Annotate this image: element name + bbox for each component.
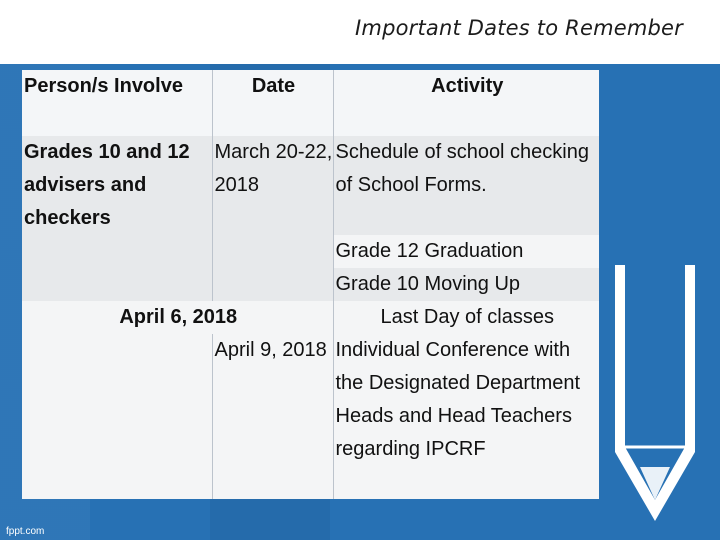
row1-date: March 20-22, 2018 bbox=[212, 136, 333, 235]
table-row bbox=[22, 268, 599, 301]
row1-person: Grades 10 and 12 advisers and checkers bbox=[22, 136, 212, 235]
row2-person bbox=[22, 235, 212, 268]
row4-date-span: April 6, 2018 bbox=[22, 301, 333, 334]
header-activity: Activity bbox=[333, 70, 599, 136]
row5-activity: Individual Conference with the Designated Department Heads and Head Teachers regarding IPCRF bbox=[333, 334, 599, 499]
table-row bbox=[22, 136, 599, 235]
table-row bbox=[22, 334, 599, 499]
row3-activity: Grade 10 Moving Up bbox=[333, 268, 599, 301]
slide-title: Important Dates to Remember bbox=[355, 16, 683, 40]
row2-activity: Grade 12 Graduation bbox=[333, 235, 599, 268]
row3-person bbox=[22, 268, 212, 301]
row4-activity: Last Day of classes bbox=[333, 301, 599, 334]
row5-date: April 9, 2018 bbox=[212, 334, 333, 499]
row2-date bbox=[212, 235, 333, 268]
schedule-table bbox=[22, 70, 599, 499]
table-row bbox=[22, 301, 599, 334]
row5-person bbox=[22, 334, 212, 499]
row3-date bbox=[212, 268, 333, 301]
watermark: fppt.com bbox=[6, 526, 45, 537]
header-date: Date bbox=[212, 70, 333, 136]
pencil-icon bbox=[612, 262, 698, 524]
header-person: Person/s Involve bbox=[22, 70, 212, 136]
row1-activity: Schedule of school checking of School Forms. bbox=[333, 136, 599, 235]
table-header-row bbox=[22, 70, 599, 136]
table-row bbox=[22, 235, 599, 268]
